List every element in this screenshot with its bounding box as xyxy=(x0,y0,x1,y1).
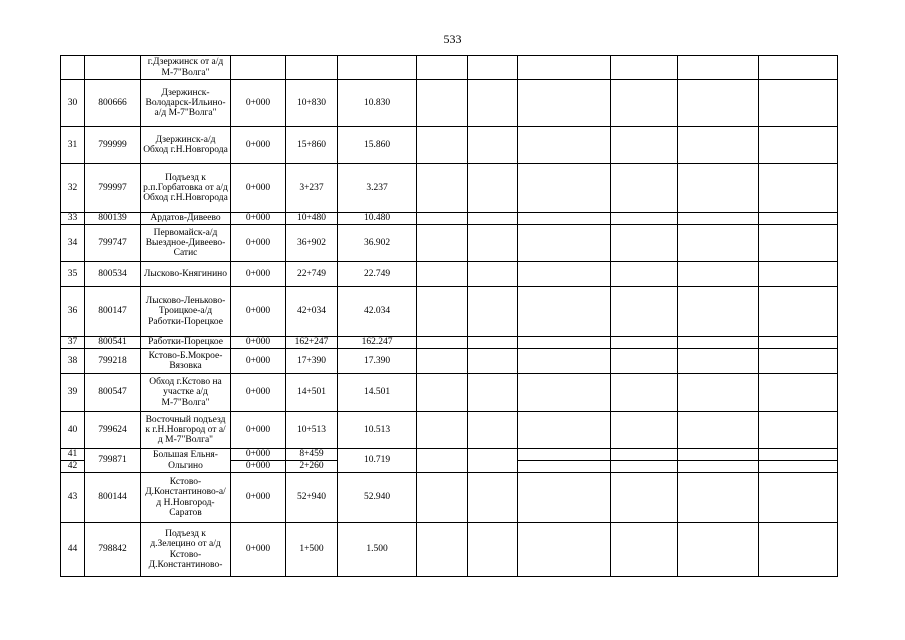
table-row xyxy=(61,473,838,523)
start-km: 0+000 xyxy=(231,213,286,225)
end-km: 162+247 xyxy=(286,337,338,349)
row-number: 41 xyxy=(61,449,85,461)
end-km: 8+459 xyxy=(286,449,338,461)
road-length: 14.501 xyxy=(338,374,417,412)
road-name: Дзержинск-а/д Обход г.Н.Новгорода xyxy=(141,127,231,164)
start-km: 0+000 xyxy=(231,262,286,287)
end-km: 2+260 xyxy=(286,461,338,473)
table-row xyxy=(61,374,838,412)
page-number: 533 xyxy=(443,32,462,46)
table-row xyxy=(61,225,838,262)
table-row xyxy=(61,449,838,461)
row-number: 34 xyxy=(61,225,85,262)
start-km: 0+000 xyxy=(231,349,286,374)
start-km: 0+000 xyxy=(231,412,286,449)
end-km: 52+940 xyxy=(286,473,338,523)
row-number: 44 xyxy=(61,523,85,577)
row-number: 32 xyxy=(61,164,85,213)
end-km: 17+390 xyxy=(286,349,338,374)
row-number: 43 xyxy=(61,473,85,523)
end-km: 15+860 xyxy=(286,127,338,164)
start-km: 0+000 xyxy=(231,374,286,412)
road-name: Дзержинск-Володарск-Ильино-а/д М-7"Волга" xyxy=(141,80,231,127)
road-length: 15.860 xyxy=(338,127,417,164)
start-km: 0+000 xyxy=(231,225,286,262)
road-code: 800139 xyxy=(85,213,141,225)
start-km xyxy=(231,56,286,80)
end-km: 1+500 xyxy=(286,523,338,577)
table-row xyxy=(61,412,838,449)
row-number: 36 xyxy=(61,287,85,337)
road-length: 17.390 xyxy=(338,349,417,374)
road-name: Лысково-Княгинино xyxy=(141,262,231,287)
road-length: 36.902 xyxy=(338,225,417,262)
road-code: 799747 xyxy=(85,225,141,262)
table-row xyxy=(61,349,838,374)
road-code: 799999 xyxy=(85,127,141,164)
road-length: 42.034 xyxy=(338,287,417,337)
end-km: 14+501 xyxy=(286,374,338,412)
row-number xyxy=(61,56,85,80)
road-code: 800541 xyxy=(85,337,141,349)
road-name: Ардатов-Дивеево xyxy=(141,213,231,225)
road-name: Большая Ельня-Ольгино xyxy=(141,449,231,473)
road-code: 798842 xyxy=(85,523,141,577)
end-km: 22+749 xyxy=(286,262,338,287)
road-code: 799218 xyxy=(85,349,141,374)
road-code: 800547 xyxy=(85,374,141,412)
row-number: 30 xyxy=(61,80,85,127)
table-row xyxy=(61,127,838,164)
end-km: 42+034 xyxy=(286,287,338,337)
road-name: Восточный подъезд к г.Н.Новгород от а/д М-7"Волга" xyxy=(141,412,231,449)
row-number: 35 xyxy=(61,262,85,287)
start-km: 0+000 xyxy=(231,164,286,213)
row-number: 42 xyxy=(61,461,85,473)
road-name: Работки-Порецкое xyxy=(141,337,231,349)
road-name: Первомайск-а/д Выездное-Дивеево-Сатис xyxy=(141,225,231,262)
road-length: 10.480 xyxy=(338,213,417,225)
table-row xyxy=(61,262,838,287)
start-km: 0+000 xyxy=(231,127,286,164)
road-code: 799997 xyxy=(85,164,141,213)
table-row xyxy=(61,164,838,213)
row-number: 40 xyxy=(61,412,85,449)
start-km: 0+000 xyxy=(231,461,286,473)
end-km: 10+480 xyxy=(286,213,338,225)
road-length: 10.830 xyxy=(338,80,417,127)
road-name: г.Дзержинск от а/д М-7"Волга" xyxy=(141,56,231,80)
start-km: 0+000 xyxy=(231,287,286,337)
end-km xyxy=(286,56,338,80)
road-length: 52.940 xyxy=(338,473,417,523)
road-name: Подъезд к д.Зелецино от а/д Кстово-Д.Константиново- xyxy=(141,523,231,577)
table-row xyxy=(61,80,838,127)
road-length: 3.237 xyxy=(338,164,417,213)
road-name: Кстово-Д.Константиново-а/д Н.Новгород-Саратов xyxy=(141,473,231,523)
end-km: 10+513 xyxy=(286,412,338,449)
table-row xyxy=(61,56,838,80)
road-code: 800147 xyxy=(85,287,141,337)
road-name: Лысково-Леньково-Троицкое-а/д Работки-Порецкое xyxy=(141,287,231,337)
start-km: 0+000 xyxy=(231,523,286,577)
end-km: 10+830 xyxy=(286,80,338,127)
road-code: 800666 xyxy=(85,80,141,127)
road-length xyxy=(338,56,417,80)
roads-table xyxy=(60,55,838,577)
road-length: 10.719 xyxy=(338,449,417,473)
row-number: 38 xyxy=(61,349,85,374)
road-code: 800534 xyxy=(85,262,141,287)
start-km: 0+000 xyxy=(231,80,286,127)
road-name: Подъезд к р.п.Горбатовка от а/д Обход г.Н.Новгорода xyxy=(141,164,231,213)
table-row xyxy=(61,287,838,337)
end-km: 3+237 xyxy=(286,164,338,213)
start-km: 0+000 xyxy=(231,449,286,461)
table-row xyxy=(61,337,838,349)
road-code: 799871 xyxy=(85,449,141,473)
road-name: Обход г.Кстово на участке а/д М-7"Волга" xyxy=(141,374,231,412)
row-number: 33 xyxy=(61,213,85,225)
road-length: 22.749 xyxy=(338,262,417,287)
road-length: 10.513 xyxy=(338,412,417,449)
road-length: 162.247 xyxy=(338,337,417,349)
row-number: 31 xyxy=(61,127,85,164)
end-km: 36+902 xyxy=(286,225,338,262)
road-name: Кстово-Б.Мокрое-Вязовка xyxy=(141,349,231,374)
table-row xyxy=(61,213,838,225)
row-number: 39 xyxy=(61,374,85,412)
road-length: 1.500 xyxy=(338,523,417,577)
start-km: 0+000 xyxy=(231,473,286,523)
table-row xyxy=(61,523,838,577)
road-code xyxy=(85,56,141,80)
road-code: 800144 xyxy=(85,473,141,523)
start-km: 0+000 xyxy=(231,337,286,349)
road-code: 799624 xyxy=(85,412,141,449)
row-number: 37 xyxy=(61,337,85,349)
